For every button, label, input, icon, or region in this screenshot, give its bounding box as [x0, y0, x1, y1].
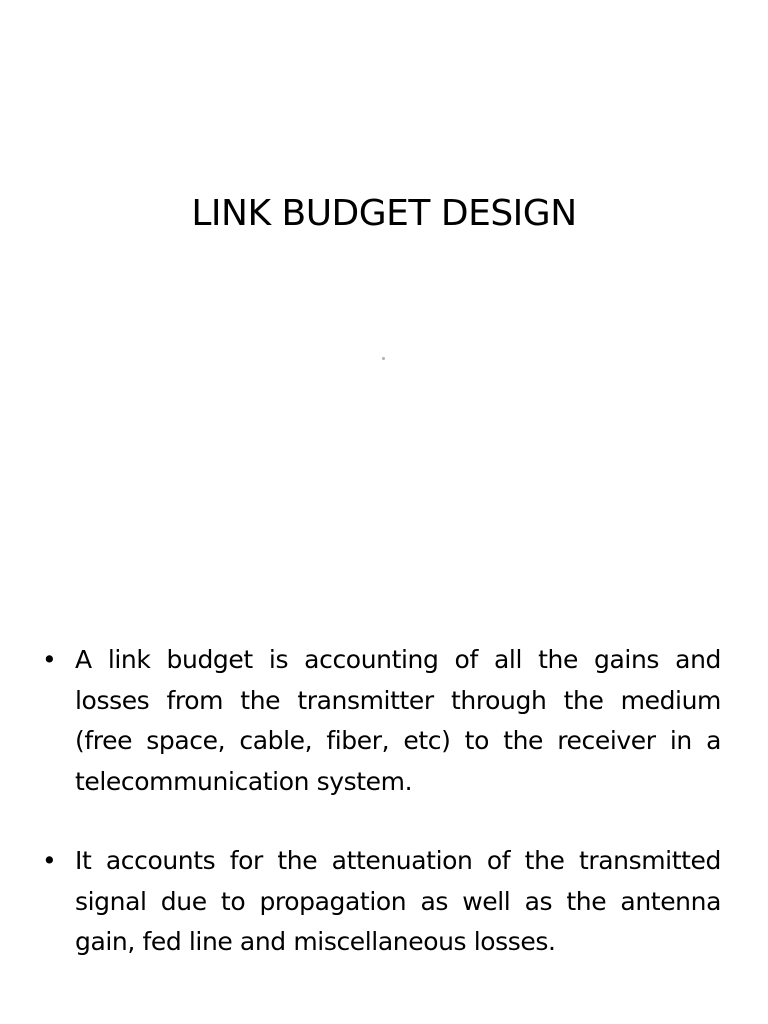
dot-mark: [382, 357, 385, 360]
bullet-item: [0, 841, 768, 963]
bullet-text: A link budget is accounting of all the gains and losses from the transmitter through the medium (free space, cable, fiber, etc) to the receiver in a telecommunication system.: [75, 645, 721, 797]
bullet-icon: •: [42, 645, 57, 674]
bullet-text: It accounts for the attenuation of the transmitted signal due to propagation as well as the antenna gain, fed line and miscellaneous losses.: [75, 845, 721, 957]
bullet-list: [0, 640, 768, 963]
content-slide: [0, 640, 768, 1024]
bullet-icon: •: [42, 845, 57, 875]
bullet-item: [0, 640, 768, 803]
slide-title: LINK BUDGET DESIGN: [191, 193, 577, 234]
